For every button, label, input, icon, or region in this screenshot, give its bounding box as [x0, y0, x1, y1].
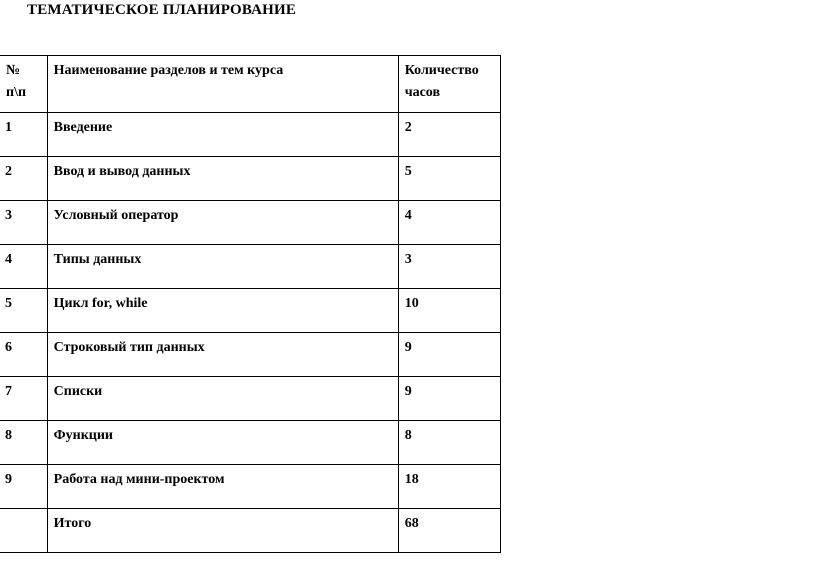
- row-hours-cell: [398, 421, 500, 465]
- row-name: Цикл for, while: [53, 296, 148, 311]
- row-hours: 5: [404, 164, 412, 179]
- row-hours: 2: [404, 120, 412, 135]
- row-number: 9: [5, 472, 12, 487]
- row-hours: 18: [404, 472, 419, 487]
- row-number-cell: [0, 465, 47, 509]
- row-hours-cell: [398, 509, 500, 553]
- row-hours-cell: [398, 465, 500, 509]
- row-hours-cell: [398, 245, 500, 289]
- row-hours: 4: [404, 208, 412, 223]
- row-name: Условный оператор: [53, 208, 179, 223]
- row-hours: 3: [404, 252, 412, 267]
- row-number-cell: [0, 333, 47, 377]
- table-row: [0, 377, 501, 421]
- header-name: [47, 56, 398, 113]
- row-number-cell: [0, 377, 47, 421]
- row-name: Списки: [53, 384, 103, 399]
- table-row: [0, 157, 501, 201]
- row-name-cell: [47, 421, 398, 465]
- row-hours: 10: [404, 296, 419, 311]
- row-hours: 8: [404, 428, 412, 443]
- table-row: [0, 201, 501, 245]
- row-number: 8: [5, 428, 12, 443]
- row-hours: 9: [404, 384, 412, 399]
- row-number: 2: [5, 164, 12, 179]
- row-name: Введение: [53, 120, 113, 135]
- row-number: 1: [5, 120, 12, 135]
- row-number-cell: [0, 421, 47, 465]
- row-number: 3: [5, 208, 12, 223]
- row-name-cell: [47, 289, 398, 333]
- row-name-cell: [47, 113, 398, 157]
- row-number-cell: [0, 201, 47, 245]
- row-hours-cell: [398, 333, 500, 377]
- row-number-cell: [0, 245, 47, 289]
- row-name-cell: [47, 509, 398, 553]
- row-name: Строковый тип данных: [53, 340, 205, 355]
- row-name: Работа над мини-проектом: [53, 472, 225, 487]
- row-number: 5: [5, 296, 12, 311]
- row-number-cell: [0, 157, 47, 201]
- row-number-cell: [0, 289, 47, 333]
- row-name: Типы данных: [53, 252, 142, 267]
- header-hours: [398, 56, 500, 113]
- row-hours-cell: [398, 113, 500, 157]
- row-hours-cell: [398, 201, 500, 245]
- row-number: 4: [5, 252, 12, 267]
- header-hours-label: Количество часов: [404, 63, 479, 100]
- row-name: Ввод и вывод данных: [53, 164, 191, 179]
- table-row: [0, 289, 501, 333]
- row-name-cell: [47, 377, 398, 421]
- row-number-cell: [0, 113, 47, 157]
- table-row: [0, 245, 501, 289]
- document-title: ТЕМАТИЧЕСКОЕ ПЛАНИРОВАНИЕ: [27, 2, 297, 18]
- total-hours: 68: [404, 516, 419, 531]
- header-name-label: Наименование разделов и тем курса: [53, 63, 284, 78]
- row-hours-cell: [398, 289, 500, 333]
- row-number: 6: [5, 340, 12, 355]
- row-name-cell: [47, 201, 398, 245]
- row-number: 7: [5, 384, 12, 399]
- row-name-cell: [47, 465, 398, 509]
- table-row: [0, 333, 501, 377]
- row-name-cell: [47, 157, 398, 201]
- table-row: [0, 421, 501, 465]
- row-hours-cell: [398, 157, 500, 201]
- header-number: [0, 56, 47, 113]
- table-row: [0, 113, 501, 157]
- row-hours-cell: [398, 377, 500, 421]
- table-row: [0, 465, 501, 509]
- header-number-label: № п\п: [6, 63, 27, 100]
- total-label: Итого: [53, 516, 92, 531]
- course-plan-table: [0, 55, 501, 553]
- total-row: [0, 509, 501, 553]
- row-name-cell: [47, 245, 398, 289]
- row-name-cell: [47, 333, 398, 377]
- row-number: [0, 509, 47, 513]
- row-hours: 9: [404, 340, 412, 355]
- row-number-cell: [0, 509, 47, 553]
- row-name: Функции: [53, 428, 113, 443]
- table-header-row: [0, 56, 501, 113]
